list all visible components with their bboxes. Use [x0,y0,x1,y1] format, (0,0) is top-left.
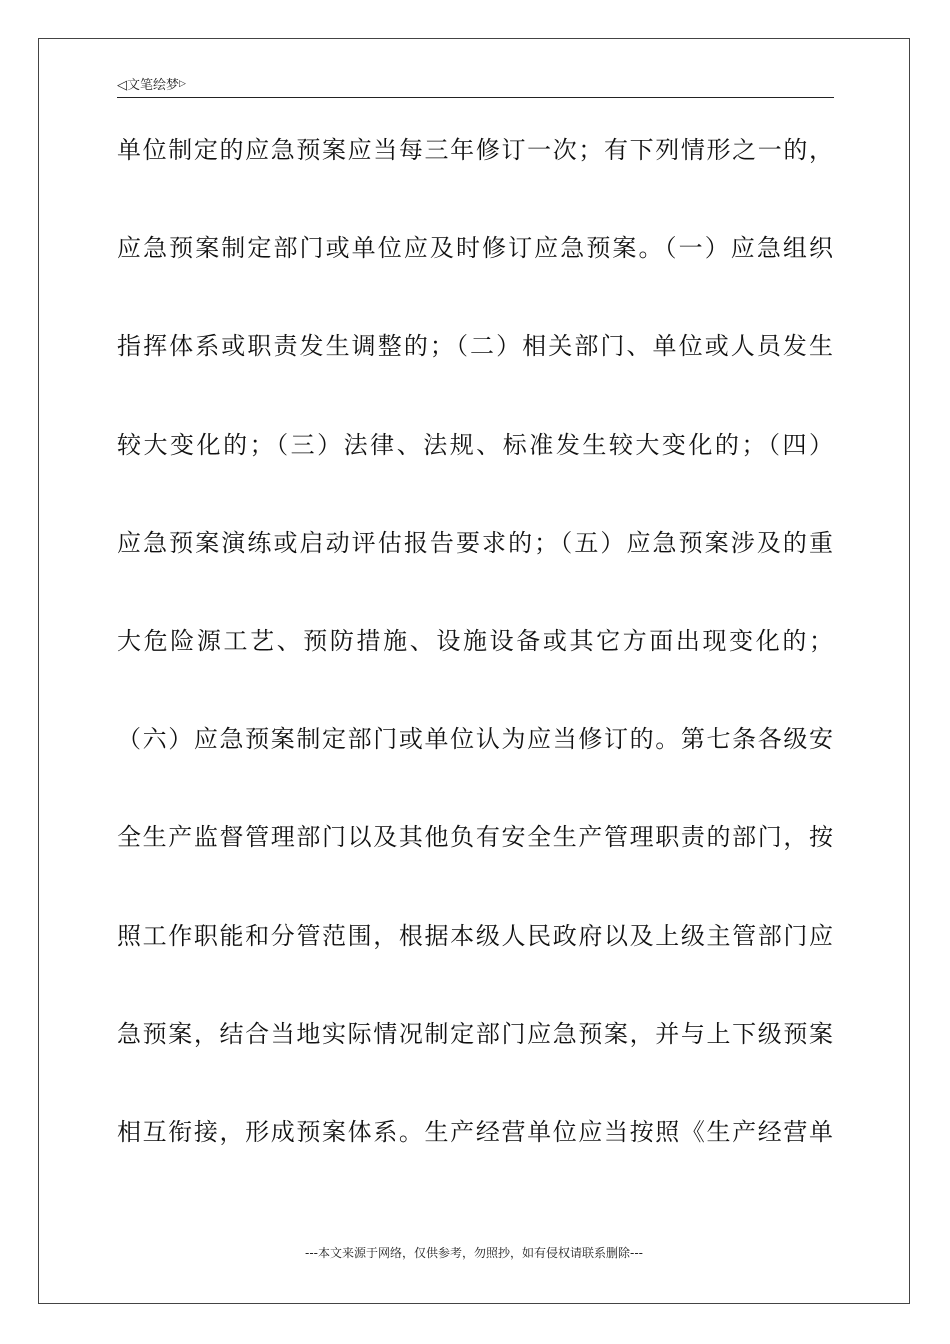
page-footer: ---本文来源于网络，仅供参考，勿照抄，如有侵权请联系删除--- [305,1246,643,1260]
body-line: 照工作职能和分管范围，根据本级人民政府以及上级主管部门应 [117,921,834,950]
page-header [117,73,834,98]
body-line: 单位制定的应急预案应当每三年修订一次；有下列情形之一的， [117,136,834,164]
body-line: （六）应急预案制定部门或单位认为应当修订的。第七条各级安 [117,725,834,754]
body-line: 全生产监督管理部门以及其他负有安全生产管理职责的部门，按 [117,823,834,852]
right-triangle-icon: ▷ [179,79,186,89]
document-body [117,126,834,1206]
body-line: 相互衔接，形成预案体系。生产经营单位应当按照《生产经营单 [117,1117,834,1146]
header-title: 文笔绘梦 [127,78,180,93]
body-line: 应急预案制定部门或单位应及时修订应急预案。（一）应急组织 [117,234,834,263]
body-line: 指挥体系或职责发生调整的；（二）相关部门、单位或人员发生 [117,332,834,361]
body-line: 大危险源工艺、预防措施、设施设备或其它方面出现变化的； [117,626,834,655]
body-line: 较大变化的；（三）法律、法规、标准发生较大变化的；（四） [117,430,834,459]
body-line: 应急预案演练或启动评估报告要求的；（五）应急预案涉及的重 [117,528,834,557]
left-triangle-icon: ◁ [117,78,127,93]
body-line: 急预案，结合当地实际情况制定部门应急预案，并与上下级预案 [117,1019,834,1048]
